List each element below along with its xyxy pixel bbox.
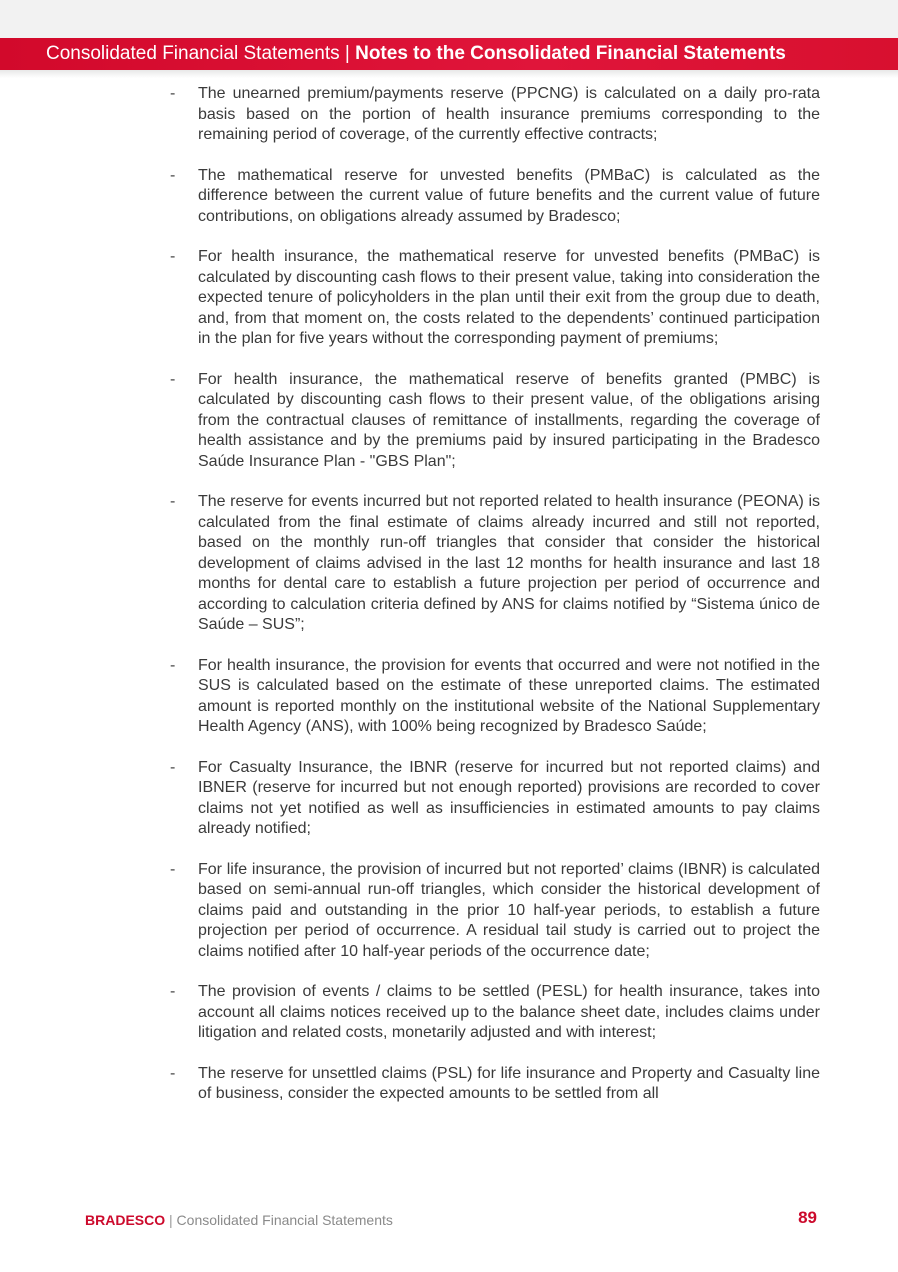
list-item: [0, 166, 898, 228]
header-section: Consolidated Financial Statements: [46, 43, 340, 64]
header-bar: [0, 38, 898, 70]
header-title: Notes to the Consolidated Financial Statements: [355, 43, 786, 64]
list-item: [0, 370, 898, 473]
list-item-text: For life insurance, the provision of incurred but not reported’ claims (IBNR) is calculated based on semi-annual run-off triangles, which consider the historical development of claims paid and outstanding in the prior 10 half-year periods, to establish a future projection per period of occurrence. A residual tail study is carried out to project the claims notified after 10 half-year periods of the occurrence date;: [198, 860, 820, 960]
bullet-dash: -: [170, 656, 176, 674]
list-item: [0, 860, 898, 963]
list-item-text: For Casualty Insurance, the IBNR (reserve for incurred but not reported claims) and IBNER (reserve for incurred but not enough reported) provisions are recorded to cover claims not yet notified as well as insufficiencies in estimated amounts to pay claims already notified;: [198, 758, 820, 837]
page-footer: [85, 1210, 817, 1232]
header-text: [46, 38, 786, 70]
footer-separator: |: [165, 1212, 177, 1228]
bullet-dash: -: [170, 758, 176, 776]
list-item-text: The mathematical reserve for unvested benefits (PMBaC) is calculated as the difference between the current value of future benefits and the current value of future contributions, on obligations already assumed by Bradesco;: [198, 166, 820, 225]
footer-document-title: Consolidated Financial Statements: [176, 1212, 393, 1228]
list-item: [0, 84, 898, 146]
list-item-text: The reserve for events incurred but not reported related to health insurance (PEONA) is calculated from the final estimate of claims already incurred and still not reported, based on the monthly run-off triangles that consider that consider the historical development of claims advised in the last 12 months for health insurance and last 18 months for dental care to establish a future projection per period of occurrence and according to calculation criteria defined by ANS for claims notified by “Sistema único de Saúde – SUS”;: [198, 493, 820, 633]
list-item-text: For health insurance, the provision for events that occurred and were not notified in the SUS is calculated based on the estimate of these unreported claims. The estimated amount is reported monthly on the institutional website of the National Supplementary Health Agency (ANS), with 100% being recognized by Bradesco Saúde;: [198, 656, 820, 735]
page-number: 89: [798, 1208, 817, 1227]
header-shadow: [0, 70, 898, 78]
list-item-text: For health insurance, the mathematical reserve of benefits granted (PMBC) is calculated by discounting cash flows to their present value, of the obligations arising from the contractual clauses of remittance of installments, regarding the coverage of health assistance and by the premiums paid by insured participating in the Bradesco Saúde Insurance Plan - "GBS Plan";: [198, 370, 820, 470]
list-item: [0, 656, 898, 738]
bullet-dash: -: [170, 983, 176, 1000]
bullet-dash: -: [170, 166, 176, 184]
bullet-dash: -: [170, 248, 176, 265]
list-item: [0, 758, 898, 840]
list-item: [0, 982, 898, 1044]
bullet-dash: -: [170, 493, 176, 510]
list-item-text: The reserve for unsettled claims (PSL) for life insurance and Property and Casualty line of business, consider the expected amounts to be settled from all: [198, 1064, 820, 1102]
bullet-dash: -: [170, 370, 176, 388]
list-item-text: The provision of events / claims to be settled (PESL) for health insurance, takes into account all claims notices received up to the balance sheet date, includes claims under litigation and related costs, monetarily adjusted and with interest;: [198, 983, 820, 1041]
bullet-dash: -: [170, 85, 176, 102]
list-item: [0, 247, 898, 350]
bullet-dash: -: [170, 860, 176, 878]
list-item: [0, 492, 898, 636]
header-separator: |: [339, 43, 356, 64]
list-item-text: For health insurance, the mathematical reserve for unvested benefits (PMBaC) is calculated by discounting cash flows to their present value, taking into consideration the expected tenure of policyholders in the plan until their exit from the group due to death, and, from that moment on, the costs related to the dependents’ continued participation in the plan for five years without the corresponding payment of premiums;: [198, 248, 820, 347]
list-item-text: The unearned premium/payments reserve (PPCNG) is calculated on a daily pro-rata basis based on the portion of health insurance premiums corresponding to the remaining period of coverage, of the currently effective contracts;: [198, 85, 820, 143]
content-list: [0, 84, 898, 1125]
list-item: [0, 1064, 898, 1105]
top-strip: [0, 0, 898, 38]
bullet-dash: -: [170, 1064, 176, 1082]
footer-brand: BRADESCO: [85, 1212, 166, 1228]
